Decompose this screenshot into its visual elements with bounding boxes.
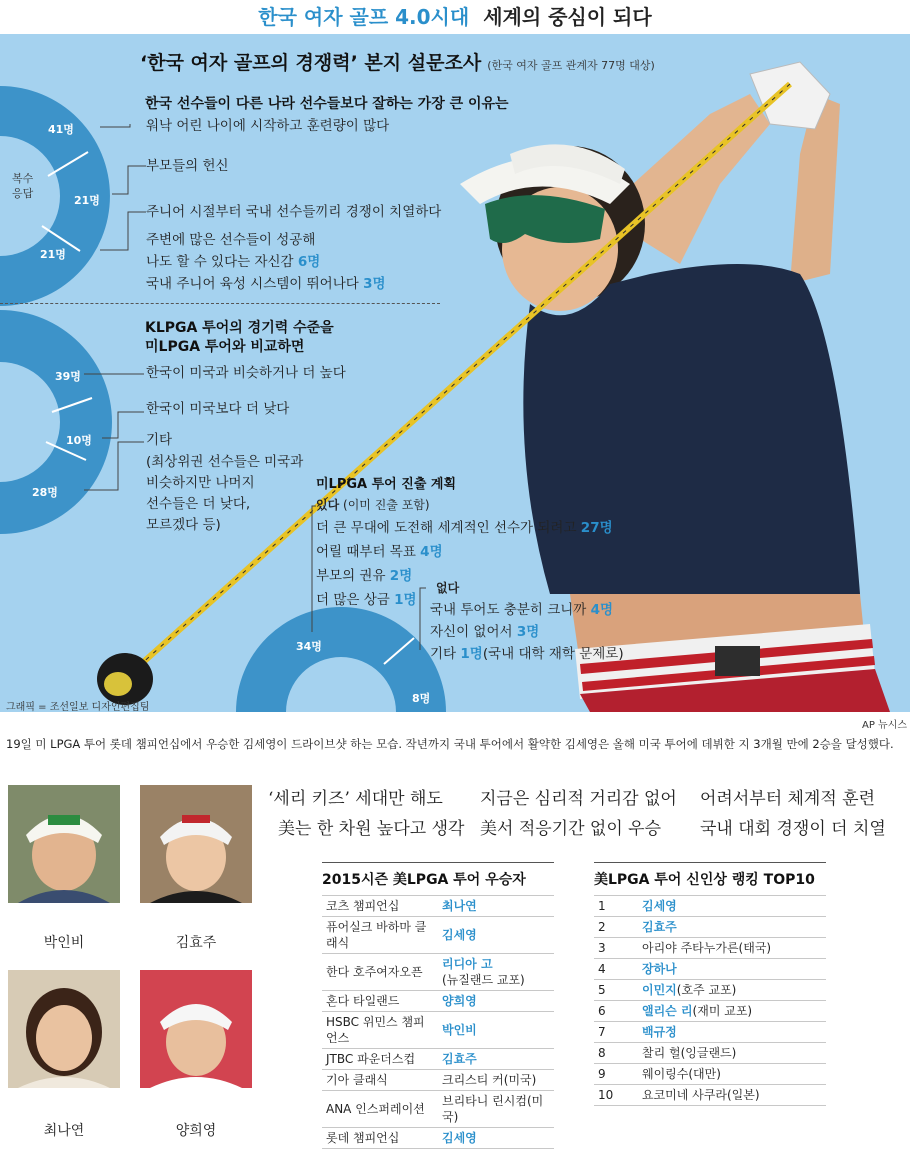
quote-3	[700, 784, 886, 844]
rookie-name: 이민지	[642, 983, 677, 997]
q2-question-1: KLPGA 투어의 경기력 수준을	[145, 320, 334, 336]
winners-winner-cell	[438, 1070, 554, 1091]
table-row	[594, 917, 826, 938]
photo-caption: 19일 미 LPGA 투어 롯데 챔피언십에서 우승한 김세영이 드라이브샷 하는 모습. 작년까지 국내 투어에서 활약한 김세영은 올해 미국 투어에 데뷔한 지 3개월 만에 2승을 달성했다.	[6, 737, 894, 751]
survey-title	[140, 48, 655, 75]
q3-no-reason-2	[430, 622, 539, 643]
q3-no-reason-2-count: 3명	[516, 624, 540, 640]
table-row	[322, 1091, 554, 1128]
quote-3-line-1: 어려서부터 체계적 훈련	[700, 789, 876, 809]
q3-no-reason-1-count: 4명	[590, 602, 614, 618]
winners-event: 코츠 챔피언십	[322, 896, 438, 917]
player-name-4: 양희영	[175, 1123, 217, 1139]
winners-winner-cell	[438, 917, 554, 954]
q1-answer-1: 워낙 어린 나이에 시작하고 훈련량이 많다	[146, 118, 390, 134]
rookie-name: 웨이링수(대만)	[642, 1067, 721, 1081]
q3-no-reason-3-count: 1명	[460, 646, 483, 662]
rookie-name: 장하나	[642, 962, 677, 976]
quote-2-line-1: 지금은 심리적 거리감 없어	[480, 789, 677, 809]
winners-event: ANA 인스퍼레이션	[322, 1091, 438, 1128]
rookie-name: 요코미네 사쿠라(일본)	[642, 1088, 760, 1102]
rookie-rank: 10	[594, 1085, 638, 1106]
quote-1-line-2: 美는 한 차원 높다고 생각	[278, 819, 465, 839]
rookie-name-cell	[638, 980, 826, 1001]
page-header	[0, 0, 910, 34]
rookie-name-cell	[638, 1085, 826, 1106]
table-row	[594, 1085, 826, 1106]
q3-question: 미LPGA 투어 진출 계획	[316, 477, 457, 492]
header-title-right: 세계의 중심이 되다	[483, 5, 652, 29]
rookie-name: 앨리슨 리	[642, 1004, 693, 1018]
winners-winner: 양희영	[442, 994, 477, 1008]
winners-table	[322, 895, 554, 1149]
q1-center-label-2: 응답	[12, 187, 34, 200]
winners-winner: 리디아 고	[442, 957, 493, 971]
q2-answer-1: 한국이 미국과 비슷하거나 더 높다	[146, 365, 346, 381]
q3-no-reason-2-text: 자신이 없어서	[430, 624, 513, 640]
q2-other-line-3: 선수들은 더 낮다,	[146, 496, 251, 512]
rookie-rank: 8	[594, 1043, 638, 1064]
rookie-rank: 4	[594, 959, 638, 980]
table-row	[594, 959, 826, 980]
quote-1	[268, 784, 464, 844]
table-row	[322, 1049, 554, 1070]
q3-no-reason-1-text: 국내 투어도 충분히 크니까	[430, 602, 587, 618]
rookie-rank: 9	[594, 1064, 638, 1085]
table-row	[594, 1064, 826, 1085]
quote-3-line-2: 국내 대회 경쟁이 더 치열	[700, 819, 886, 839]
q3-yes-label: 있다	[316, 498, 340, 512]
q2-answer-3: 기타	[146, 432, 173, 448]
q3-yes-reason-1-count: 27명	[580, 520, 613, 536]
table-row	[594, 980, 826, 1001]
rookie-name-cell	[638, 938, 826, 959]
rookie-name: 김세영	[642, 899, 677, 913]
rookie-name-cell	[638, 1001, 826, 1022]
q1-question: 한국 선수들이 다른 나라 선수들보다 잘하는 가장 큰 이유는	[145, 96, 509, 112]
q3-yes-reason-4-count: 1명	[394, 592, 417, 608]
table-row	[594, 938, 826, 959]
rookie-rank: 6	[594, 1001, 638, 1022]
winners-winner: 김세영	[442, 1131, 477, 1145]
rookie-name-cell	[638, 1064, 826, 1085]
winners-event: 롯데 챔피언십	[322, 1128, 438, 1149]
table-row	[594, 896, 826, 917]
q3-yes-reason-3-text: 부모의 권유	[316, 568, 386, 584]
player-photo-park	[8, 785, 120, 903]
q1-other-2-text: 나도 할 수 있다는 자신감	[146, 254, 294, 270]
q2-count-2: 10명	[66, 434, 92, 447]
rookie-name: 김효주	[642, 920, 677, 934]
rookie-name-cell	[638, 896, 826, 917]
table-row	[322, 1012, 554, 1049]
q3-yes-note: (이미 진출 포함)	[343, 498, 430, 512]
photo-credit: AP 뉴시스	[862, 720, 908, 731]
q1-other-1	[146, 230, 315, 251]
quote-2	[480, 784, 677, 844]
q3-yes-count: 34명	[296, 640, 322, 653]
q1-other-2	[146, 252, 320, 273]
header-title-left: 한국 여자 골프 4.0시대	[258, 5, 470, 29]
q3-yes-reason-1-text: 더 큰 무대에 도전해 세계적인 선수가 되려고	[316, 520, 577, 536]
q1-other-3-text: 국내 주니어 육성 시스템이 뛰어나다	[146, 276, 359, 292]
q2-leader-lines	[84, 364, 146, 504]
winners-event: 기아 클래식	[322, 1070, 438, 1091]
q3-yes-reason-2-text: 어릴 때부터 목표	[316, 544, 416, 560]
winners-winner-cell	[438, 991, 554, 1012]
survey-subtitle: (한국 여자 골프 관계자 77명 대상)	[487, 59, 655, 72]
winners-winner-cell	[438, 1012, 554, 1049]
quote-1-line-1: ‘세리 키즈’ 세대만 해도	[268, 789, 443, 809]
q3-yes-reason-2-count: 4명	[420, 544, 443, 560]
rookie-name-cell	[638, 1022, 826, 1043]
q1-other-3	[146, 274, 386, 295]
rookie-rank: 7	[594, 1022, 638, 1043]
q1-other-2-count: 6명	[297, 254, 321, 270]
rookie-name-cell	[638, 1043, 826, 1064]
winners-event: HSBC 위민스 챔피언스	[322, 1012, 438, 1049]
q2-other-line-4: 모르겠다 등)	[146, 517, 221, 533]
player-name-2: 김효주	[175, 935, 217, 951]
q2-answer-2: 한국이 미국보다 더 낮다	[146, 401, 290, 417]
quote-2-line-2: 美서 적응기간 없이 우승	[480, 819, 662, 839]
table-row	[322, 1070, 554, 1091]
q3-no-reason-3-text: 기타	[430, 646, 457, 662]
rookie-note: (호주 교포)	[676, 983, 737, 997]
rookie-name: 아리야 주타누가른(태국)	[642, 941, 772, 955]
winners-winner: 최나연	[442, 899, 477, 913]
q1-count-3: 21명	[40, 248, 66, 261]
q1-other-3-count: 3명	[363, 276, 386, 292]
winners-winner: 김세영	[442, 928, 477, 942]
player-photo-kim-hyoju	[140, 785, 252, 903]
winners-event: 한다 호주여자오픈	[322, 954, 438, 991]
q3-no-reason-3-extra: (국내 대학 재학 문제로)	[482, 646, 624, 662]
winners-winner-cell	[438, 896, 554, 917]
winners-note: (뉴질랜드 교포)	[442, 973, 525, 987]
winners-table-title: 2015시즌 美LPGA 투어 우승자	[322, 872, 526, 888]
q2-question-2: 미LPGA 투어와 비교하면	[145, 339, 305, 355]
q3-no-reason-3	[430, 644, 624, 665]
table-row	[322, 896, 554, 917]
rookie-rank: 3	[594, 938, 638, 959]
q3-no-label: 없다	[436, 581, 460, 595]
rookie-name-cell	[638, 917, 826, 938]
q1-leader-lines	[100, 124, 150, 324]
winners-winner: 김효주	[442, 1052, 477, 1066]
winners-winner-cell	[438, 1049, 554, 1070]
q1-other-1-text: 주변에 많은 선수들이 성공해	[146, 232, 316, 248]
table-row	[594, 1022, 826, 1043]
q1-answer-2: 부모들의 헌신	[146, 158, 229, 174]
q1-count-1: 41명	[48, 123, 74, 136]
winners-event: JTBC 파운더스컵	[322, 1049, 438, 1070]
q1-center-label-1: 복수	[12, 172, 34, 185]
rookie-rank: 5	[594, 980, 638, 1001]
table-row	[322, 954, 554, 991]
winners-event: 혼다 타일랜드	[322, 991, 438, 1012]
winners-winner: 박인비	[442, 1023, 477, 1037]
q1-count-2: 21명	[74, 194, 100, 207]
winners-winner: 브리타니 린시컴(미국)	[442, 1094, 544, 1124]
table-row	[322, 917, 554, 954]
table-row	[322, 991, 554, 1012]
rookie-note: (재미 교포)	[692, 1004, 753, 1018]
q1-answer-3: 주니어 시절부터 국내 선수들끼리 경쟁이 치열하다	[146, 204, 442, 220]
player-name-3: 최나연	[43, 1123, 85, 1139]
rookie-rank: 1	[594, 896, 638, 917]
winners-winner-cell	[438, 954, 554, 991]
table-row	[594, 1043, 826, 1064]
winners-event: 퓨어실크 바하마 클래식	[322, 917, 438, 954]
q2-count-3: 28명	[32, 486, 58, 499]
rookie-name: 찰리 헐(잉글랜드)	[642, 1046, 737, 1060]
rookie-name: 백규정	[642, 1025, 677, 1039]
winners-winner-cell	[438, 1091, 554, 1128]
survey-title-text: ‘한국 여자 골프의 경쟁력’ 본지 설문조사	[140, 52, 482, 74]
player-photo-yang	[140, 970, 252, 1088]
player-photo-choi	[8, 970, 120, 1088]
table-row	[322, 1128, 554, 1149]
winners-winner: 크리스티 커(미국)	[442, 1073, 537, 1087]
table-row	[594, 1001, 826, 1022]
survey-graphic	[0, 34, 910, 712]
winners-winner-cell	[438, 1128, 554, 1149]
q3-yes-reason-3-count: 2명	[389, 568, 413, 584]
q3-leader-lines	[300, 504, 443, 654]
q2-other-line-2: 비슷하지만 나머지	[146, 475, 255, 491]
rookie-table-section	[594, 862, 826, 1106]
rookie-name-cell	[638, 959, 826, 980]
graphic-credit: 그래픽 = 조선일보 디자인편집팀	[6, 702, 150, 712]
q3-yes-reason-4-text: 더 많은 상금	[316, 592, 390, 608]
q2-count-1: 39명	[55, 370, 81, 383]
rookie-table	[594, 895, 826, 1106]
winners-table-section	[322, 862, 554, 1149]
q3-no-reason-1	[430, 600, 613, 621]
rookie-rank: 2	[594, 917, 638, 938]
rookie-table-title: 美LPGA 투어 신인상 랭킹 TOP10	[594, 872, 815, 888]
q3-no-count: 8명	[412, 692, 431, 705]
q2-other-line-1: (최상위권 선수들은 미국과	[146, 454, 304, 470]
player-name-1: 박인비	[43, 935, 85, 951]
divider-dashed	[0, 303, 440, 304]
